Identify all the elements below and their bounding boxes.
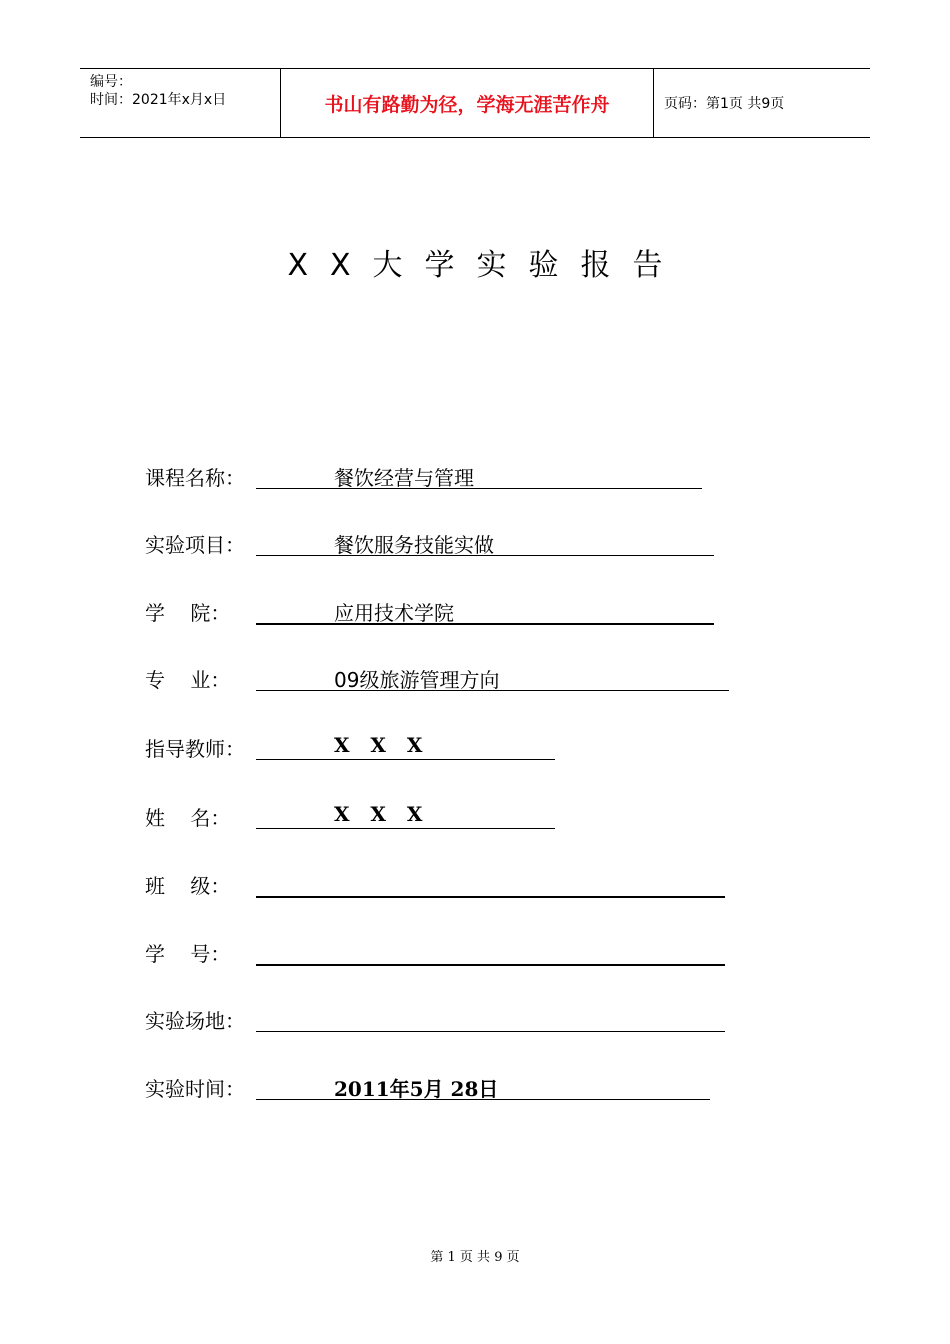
underline: [256, 828, 555, 829]
page-number-cell: [654, 69, 870, 137]
field-label: 实验场地：: [145, 1009, 245, 1033]
motto-text: 书山有路勤为径，学海无涯苦作舟: [324, 93, 610, 116]
field-label: 学 院：: [145, 601, 231, 625]
field-label: 实验项目：: [145, 533, 245, 557]
field-label: 指导教师：: [145, 737, 245, 761]
field-value: X X X: [334, 733, 423, 757]
underline: [256, 896, 725, 898]
field-label: 实验时间：: [145, 1077, 245, 1101]
page-number-label: 页码：第1页 共9页: [664, 96, 785, 112]
header-meta-cell: [80, 69, 281, 137]
field-value: 餐饮经营与管理: [334, 466, 474, 490]
report-title: XX大学实验报告: [287, 248, 685, 283]
field-value: 09级旅游管理方向: [334, 668, 500, 692]
field-value: X X X: [334, 802, 423, 826]
field-value: 2011年5月 28日: [334, 1077, 499, 1101]
underline: [256, 623, 714, 625]
underline: [256, 488, 702, 489]
number-label: 编号：: [90, 74, 132, 90]
field-label: 班 级：: [145, 874, 231, 898]
underline: [256, 964, 725, 966]
time-label: 时间：2021年x月x日: [90, 92, 227, 108]
header-table: [80, 68, 870, 138]
field-value: 应用技术学院: [334, 601, 454, 625]
field-label: 专 业：: [145, 668, 231, 692]
motto-cell: [281, 69, 654, 137]
field-label: 学 号：: [145, 942, 231, 966]
underline: [256, 1031, 725, 1032]
field-value: 餐饮服务技能实做: [334, 533, 494, 557]
underline: [256, 759, 555, 760]
field-label: 课程名称：: [145, 466, 245, 490]
field-label: 姓 名：: [145, 806, 231, 830]
page-footer: 第 1 页 共 9 页: [430, 1250, 520, 1265]
